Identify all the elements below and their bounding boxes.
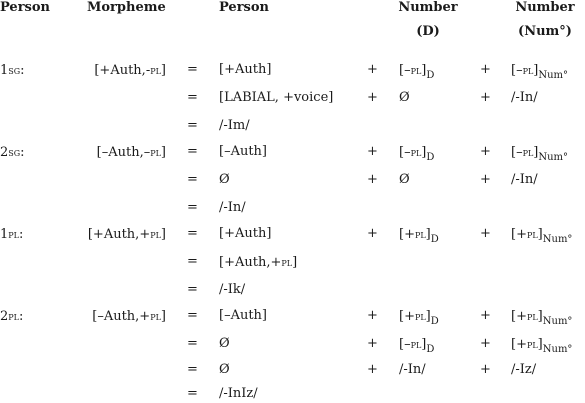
plus-sign: + xyxy=(367,362,378,377)
person-feature: [LABIAL, +voice] xyxy=(219,90,334,105)
num-exponent: /-In/ xyxy=(511,172,538,187)
num-feature: $[-pl]_{Num^\circ}$ xyxy=(511,63,569,81)
equals: = xyxy=(187,386,198,401)
equals: = xyxy=(187,226,198,241)
person-exponent: Ø xyxy=(219,362,230,377)
plus-sign: + xyxy=(480,144,491,159)
d-feature: $[-pl]_D$ xyxy=(399,63,435,81)
equals: = xyxy=(187,90,198,105)
header-person-2: Person xyxy=(219,0,269,15)
person-feature: [+Auth] xyxy=(219,226,272,241)
equals: = xyxy=(187,62,198,77)
equals: = xyxy=(187,254,198,269)
person-exponent: /-Ik/ xyxy=(219,282,246,297)
header-person: Person xyxy=(0,0,50,15)
header-number-d: Number (D) xyxy=(398,0,458,39)
plus-sign: + xyxy=(480,172,491,187)
plus-sign: + xyxy=(367,226,378,241)
d-feature: $[+pl]_D$ xyxy=(399,227,439,245)
morpheme-2sg: [–Auth,–pl] xyxy=(96,145,166,160)
plus-sign: + xyxy=(367,90,378,105)
person-exponent: /-InIz/ xyxy=(219,386,258,401)
equals: = xyxy=(187,172,198,187)
row-label-2sg: 2sg: xyxy=(0,145,25,160)
row-label-2pl: 2pl: xyxy=(0,309,24,324)
person-feature: [–Auth] xyxy=(219,144,268,159)
plus-sign: + xyxy=(367,62,378,77)
person-feature: [+Auth,+pl] xyxy=(219,255,298,270)
equals: = xyxy=(187,118,198,133)
header-number-num: Number (Num°) xyxy=(515,0,575,39)
d-exponent: Ø xyxy=(399,90,410,105)
plus-sign: + xyxy=(480,62,491,77)
d-feature: $[+pl]_D$ xyxy=(399,309,439,327)
row-label-1pl: 1pl: xyxy=(0,227,24,242)
num-feature: $[+pl]_{Num^\circ}$ xyxy=(511,227,573,245)
num-feature: $[-pl]_{Num^\circ}$ xyxy=(511,145,569,163)
row-label-1sg: 1sg: xyxy=(0,63,25,78)
plus-sign: + xyxy=(367,308,378,323)
plus-sign: + xyxy=(480,226,491,241)
plus-sign: + xyxy=(367,172,378,187)
person-exponent: Ø xyxy=(219,172,230,187)
d-exponent: /-In/ xyxy=(399,362,426,377)
num-exponent: /-In/ xyxy=(511,90,538,105)
person-feature: [–Auth] xyxy=(219,308,268,323)
num-feature: $[+pl]_{Num^\circ}$ xyxy=(511,337,573,355)
person-exponent: /-In/ xyxy=(219,200,246,215)
equals: = xyxy=(187,336,198,351)
plus-sign: + xyxy=(367,144,378,159)
person-exponent: /-Im/ xyxy=(219,118,250,133)
equals: = xyxy=(187,308,198,323)
morpheme-1sg: [+Auth,-pl] xyxy=(94,63,166,78)
d-feature: $[-pl]_D$ xyxy=(399,145,435,163)
header-morpheme: Morpheme xyxy=(87,0,166,15)
morpheme-1pl: [+Auth,+pl] xyxy=(87,227,166,242)
equals: = xyxy=(187,200,198,215)
num-feature: $[+pl]_{Num^\circ}$ xyxy=(511,309,573,327)
d-exponent: Ø xyxy=(399,172,410,187)
plus-sign: + xyxy=(367,336,378,351)
num-exponent: /-Iz/ xyxy=(511,362,537,377)
plus-sign: + xyxy=(480,308,491,323)
plus-sign: + xyxy=(480,362,491,377)
person-feature: [+Auth] xyxy=(219,62,272,77)
person-exponent: Ø xyxy=(219,336,230,351)
equals: = xyxy=(187,282,198,297)
d-feature: $[-pl]_D$ xyxy=(399,337,435,355)
plus-sign: + xyxy=(480,90,491,105)
plus-sign: + xyxy=(480,336,491,351)
equals: = xyxy=(187,362,198,377)
morpheme-2pl: [–Auth,+pl] xyxy=(92,309,166,324)
equals: = xyxy=(187,144,198,159)
